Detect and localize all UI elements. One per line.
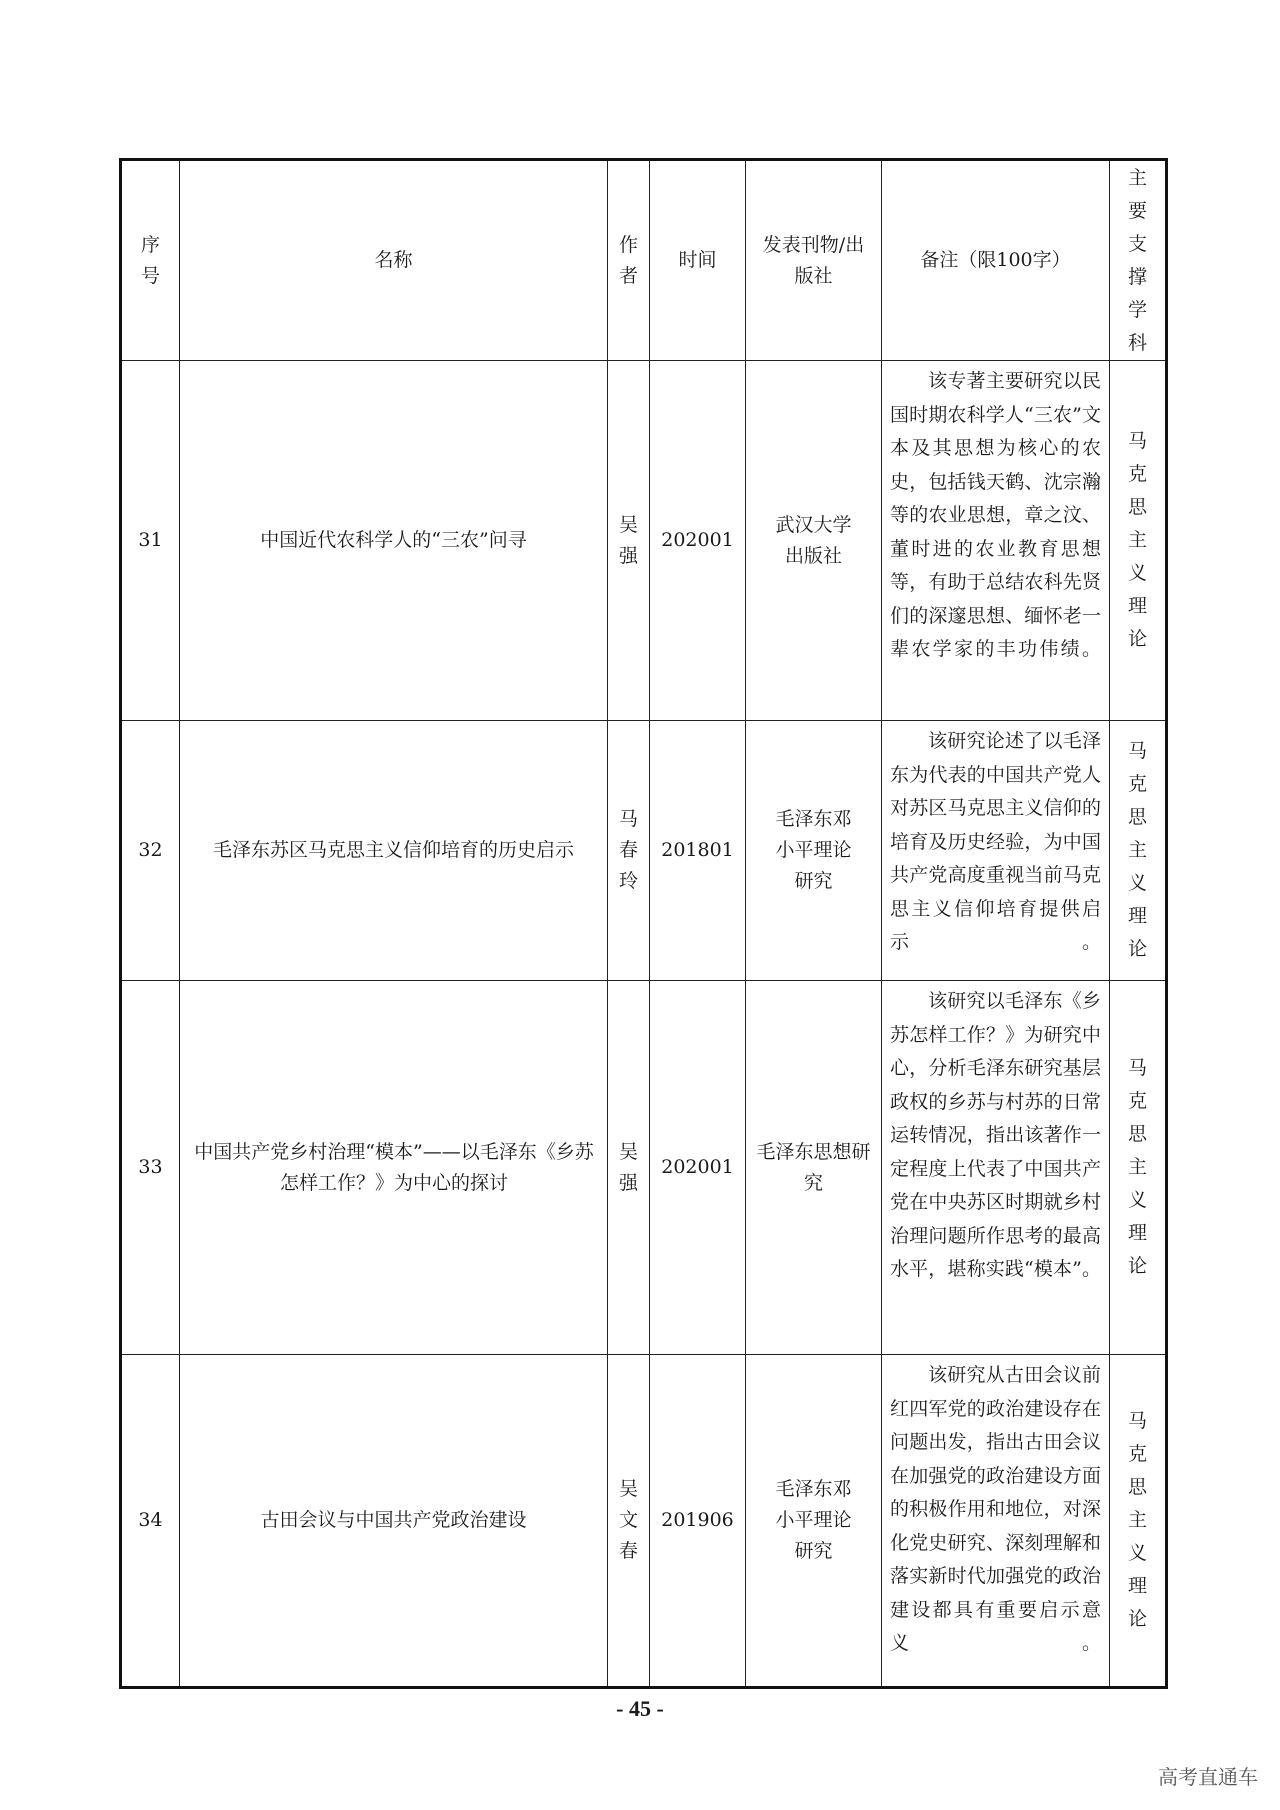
table-row <box>121 361 1167 721</box>
header-remark: 备注（限100字） <box>882 160 1110 361</box>
row-publisher: 武汉大学出版社 <box>746 361 882 721</box>
row-publisher: 毛泽东邓小平理论研究 <box>746 721 882 981</box>
header-name: 名称 <box>180 160 608 361</box>
row-time: 201801 <box>650 721 746 981</box>
row-remark: 该研究以毛泽东《乡苏怎样工作？》为研究中心，分析毛泽东研究基层政权的乡苏与村苏的日常运转情况，指出该著作一定程度上代表了中国共产党在中央苏区时期就乡村治理问题所作思考的最高水平，堪称实践“模本”。 <box>882 981 1110 1355</box>
row-author: 马春玲 <box>608 721 650 981</box>
header-author: 作者 <box>608 160 650 361</box>
row-publisher: 毛泽东邓小平理论研究 <box>746 1355 882 1688</box>
row-no: 32 <box>121 721 180 981</box>
page-number: - 45 - <box>616 1696 664 1721</box>
row-name: 古田会议与中国共产党政治建设 <box>180 1355 608 1688</box>
header-time: 时间 <box>650 160 746 361</box>
row-name: 中国共产党乡村治理“模本”——以毛泽东《乡苏怎样工作？》为中心的探讨 <box>180 981 608 1355</box>
row-discipline: 马克思主义理论 <box>1110 981 1167 1355</box>
row-no: 34 <box>121 1355 180 1688</box>
row-discipline: 马克思主义理论 <box>1110 1355 1167 1688</box>
row-publisher: 毛泽东思想研究 <box>746 981 882 1355</box>
row-discipline: 马克思主义理论 <box>1110 361 1167 721</box>
row-remark: 该研究论述了以毛泽东为代表的中国共产党人对苏区马克思主义信仰的培育及历史经验，为中国共产党高度重视当前马克思主义信仰培育提供启示。 <box>882 721 1110 981</box>
header-discipline: 主要支撑学科 <box>1110 160 1167 361</box>
table-row <box>121 981 1167 1355</box>
row-no: 31 <box>121 361 180 721</box>
row-time: 202001 <box>650 361 746 721</box>
row-author: 吴文春 <box>608 1355 650 1688</box>
row-time: 201906 <box>650 1355 746 1688</box>
row-time: 202001 <box>650 981 746 1355</box>
row-discipline: 马克思主义理论 <box>1110 721 1167 981</box>
row-author: 吴强 <box>608 361 650 721</box>
table-row <box>121 1355 1167 1688</box>
row-no: 33 <box>121 981 180 1355</box>
row-remark: 该专著主要研究以民国时期农科学人“三农”文本及其思想为核心的农史，包括钱天鹤、沈宗瀚等的农业思想，章之汶、董时进的农业教育思想等，有助于总结农科先贤们的深邃思想、缅怀老一辈农学家的丰功伟绩。 <box>882 361 1110 721</box>
table-row <box>121 721 1167 981</box>
header-no: 序号 <box>121 160 180 361</box>
row-remark: 该研究从古田会议前红四军党的政治建设存在问题出发，指出古田会议在加强党的政治建设方面的积极作用和地位，对深化党史研究、深刻理解和落实新时代加强党的政治建设都具有重要启示意义。 <box>882 1355 1110 1688</box>
watermark: 高考直通车 <box>1158 1765 1258 1789</box>
header-publisher: 发表刊物/出版社 <box>746 160 882 361</box>
header-row <box>121 160 1167 361</box>
achievement-table <box>119 158 1168 1689</box>
row-author: 吴强 <box>608 981 650 1355</box>
row-name: 中国近代农科学人的“三农”问寻 <box>180 361 608 721</box>
row-name: 毛泽东苏区马克思主义信仰培育的历史启示 <box>180 721 608 981</box>
